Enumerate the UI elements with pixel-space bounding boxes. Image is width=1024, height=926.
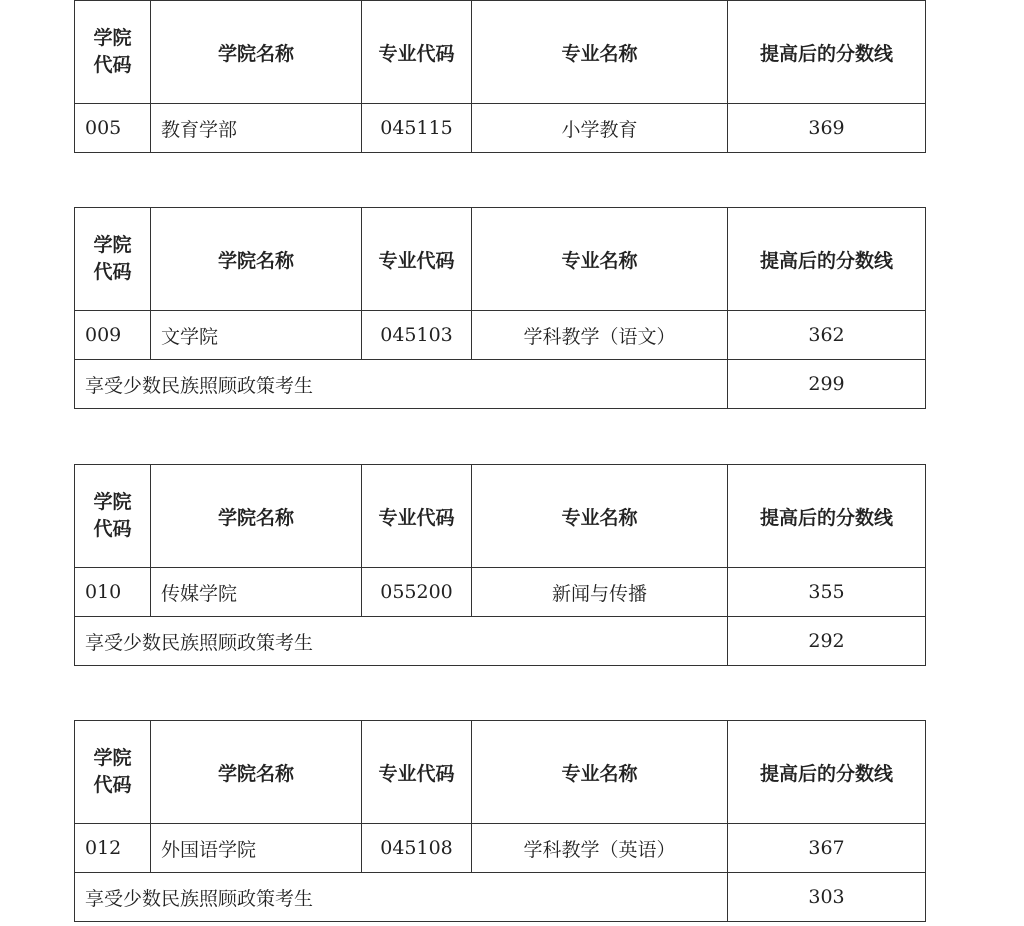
header-row xyxy=(75,1,926,104)
major-code-cell: 055200 xyxy=(362,568,472,617)
score-table-literature xyxy=(74,207,926,409)
table-row xyxy=(75,824,926,873)
minority-label-cell: 享受少数民族照顾政策考生 xyxy=(75,617,728,666)
header-major-code: 专业代码 xyxy=(362,721,472,824)
college-name-cell: 教育学部 xyxy=(151,104,362,153)
header-score: 提高后的分数线 xyxy=(728,1,926,104)
header-major-name: 专业名称 xyxy=(472,721,728,824)
minority-row xyxy=(75,873,926,922)
college-code-cell: 009 xyxy=(75,311,151,360)
major-name-cell: 新闻与传播 xyxy=(472,568,728,617)
college-name-cell: 传媒学院 xyxy=(151,568,362,617)
major-code-cell: 045115 xyxy=(362,104,472,153)
score-cell: 369 xyxy=(728,104,926,153)
college-code-cell: 005 xyxy=(75,104,151,153)
minority-score-cell: 292 xyxy=(728,617,926,666)
college-code-cell: 012 xyxy=(75,824,151,873)
major-code-cell: 045103 xyxy=(362,311,472,360)
score-table-media xyxy=(74,464,926,666)
header-major-name: 专业名称 xyxy=(472,1,728,104)
score-cell: 367 xyxy=(728,824,926,873)
table-row xyxy=(75,568,926,617)
header-major-code: 专业代码 xyxy=(362,465,472,568)
header-score: 提高后的分数线 xyxy=(728,208,926,311)
header-college-code: 学院 代码 xyxy=(75,208,151,311)
header-college-name: 学院名称 xyxy=(151,465,362,568)
major-name-cell: 学科教学（语文） xyxy=(472,311,728,360)
table-row xyxy=(75,104,926,153)
college-name-cell: 文学院 xyxy=(151,311,362,360)
header-score: 提高后的分数线 xyxy=(728,721,926,824)
minority-row xyxy=(75,360,926,409)
minority-label-cell: 享受少数民族照顾政策考生 xyxy=(75,873,728,922)
college-name-cell: 外国语学院 xyxy=(151,824,362,873)
score-table-education xyxy=(74,0,926,153)
major-name-cell: 小学教育 xyxy=(472,104,728,153)
header-college-name: 学院名称 xyxy=(151,721,362,824)
header-major-name: 专业名称 xyxy=(472,465,728,568)
header-college-code: 学院 代码 xyxy=(75,1,151,104)
major-code-cell: 045108 xyxy=(362,824,472,873)
header-score: 提高后的分数线 xyxy=(728,465,926,568)
header-row xyxy=(75,721,926,824)
header-row xyxy=(75,208,926,311)
minority-score-cell: 299 xyxy=(728,360,926,409)
college-code-cell: 010 xyxy=(75,568,151,617)
header-major-code: 专业代码 xyxy=(362,1,472,104)
score-cell: 362 xyxy=(728,311,926,360)
minority-score-cell: 303 xyxy=(728,873,926,922)
header-college-name: 学院名称 xyxy=(151,208,362,311)
minority-row xyxy=(75,617,926,666)
major-name-cell: 学科教学（英语） xyxy=(472,824,728,873)
score-table-foreign-languages xyxy=(74,720,926,922)
score-cell: 355 xyxy=(728,568,926,617)
header-college-name: 学院名称 xyxy=(151,1,362,104)
header-college-code: 学院 代码 xyxy=(75,721,151,824)
header-college-code: 学院 代码 xyxy=(75,465,151,568)
minority-label-cell: 享受少数民族照顾政策考生 xyxy=(75,360,728,409)
header-major-name: 专业名称 xyxy=(472,208,728,311)
header-row xyxy=(75,465,926,568)
header-major-code: 专业代码 xyxy=(362,208,472,311)
table-row xyxy=(75,311,926,360)
